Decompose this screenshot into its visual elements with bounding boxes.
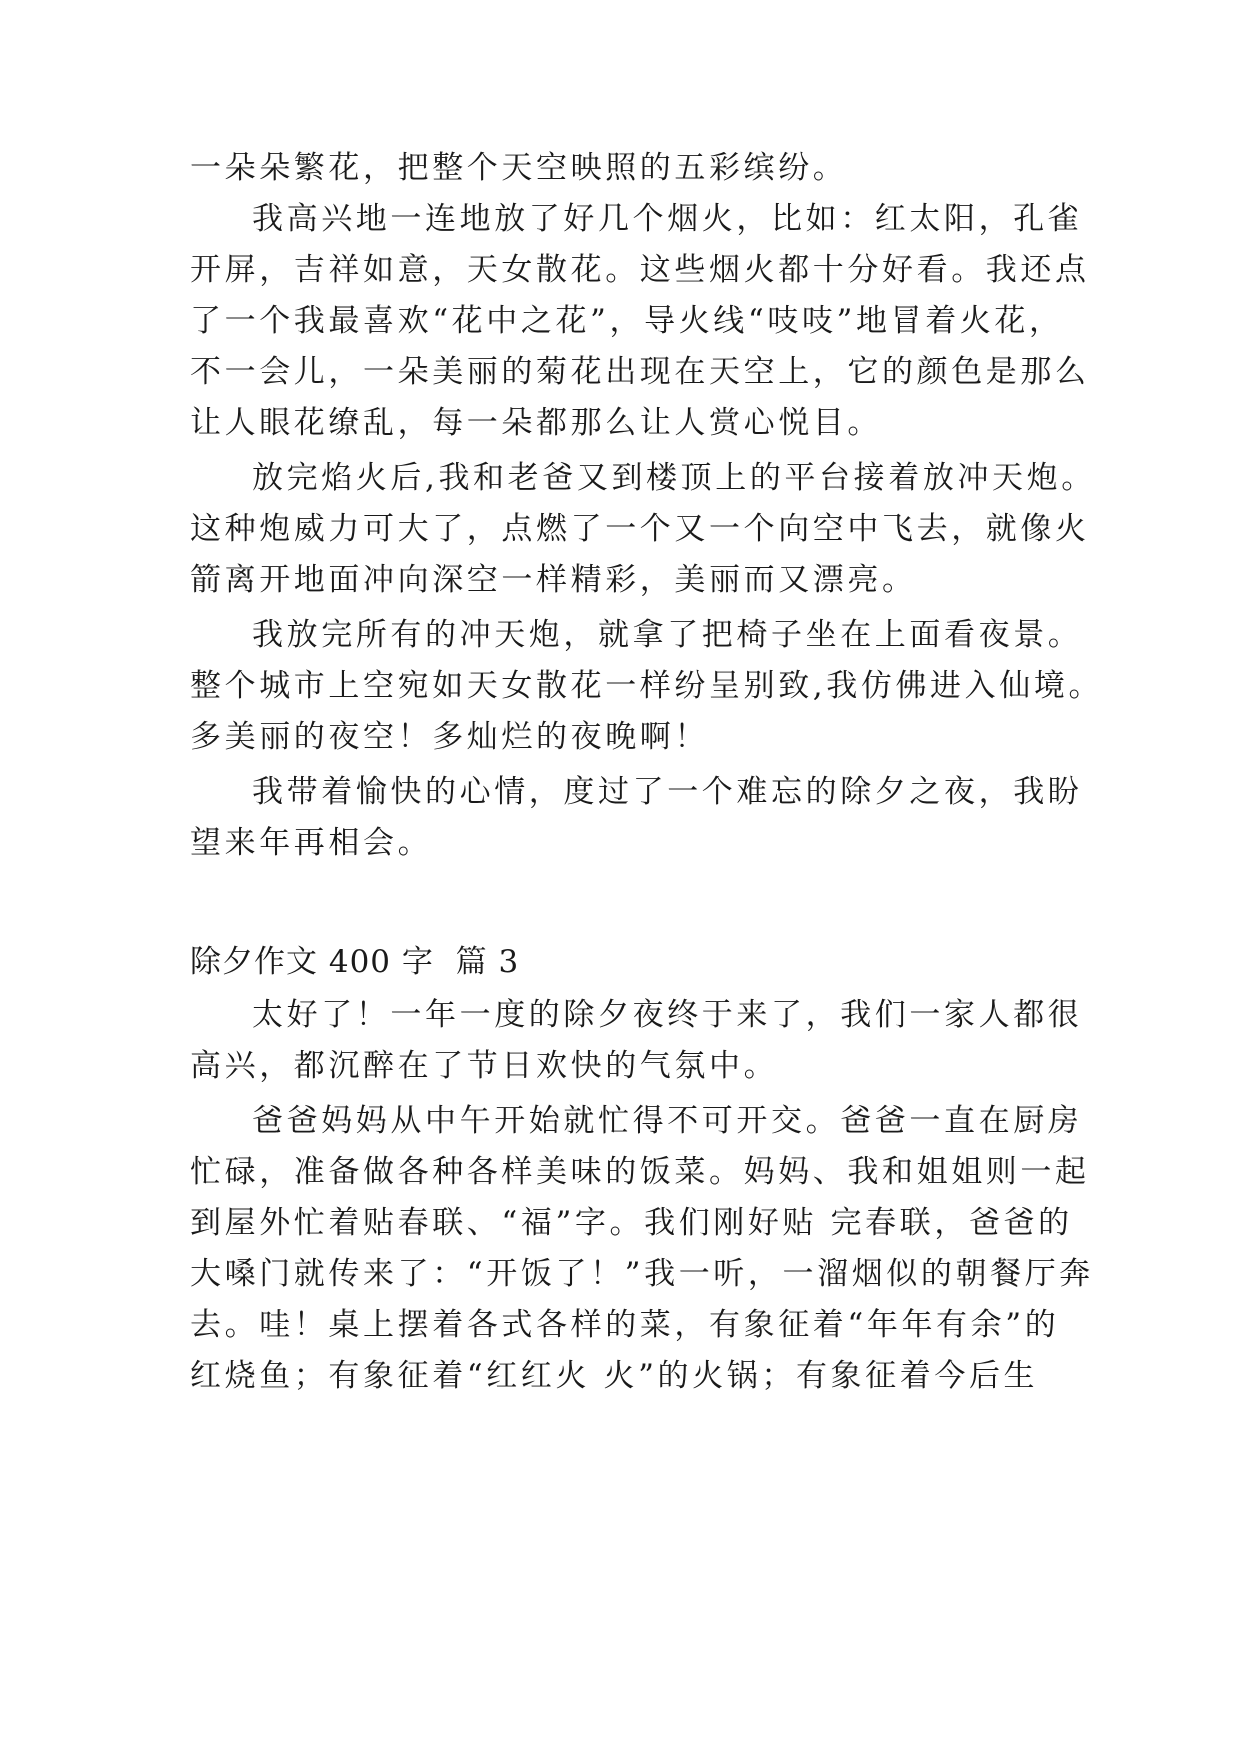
text-line: 箭离开地面冲向深空一样精彩，美丽而又漂亮。 xyxy=(190,562,917,598)
paragraph-first-line: 我高兴地一连地放了好几个烟火，比如：红太阳，孔雀 xyxy=(252,201,1083,237)
text-line: 大嗓门就传来了：“开饭了！”我一听，一溜烟似的朝餐厅奔 xyxy=(190,1256,1094,1292)
text-line: 不一会儿，一朵美丽的菊花出现在天空上，它的颜色是那么 xyxy=(190,354,1090,390)
text-line: 去。哇！桌上摆着各式各样的菜，有象征着“年年有余”的 xyxy=(190,1307,1060,1343)
text-line: 忙碌，准备做各种各样美味的饭菜。妈妈、我和姐姐则一起 xyxy=(190,1154,1090,1190)
text-line: 整个城市上空宛如天女散花一样纷呈别致,我仿佛进入仙境。 xyxy=(190,668,1104,704)
text-line: 了一个我最喜欢“花中之花”，导火线“吱吱”地冒着火花， xyxy=(190,303,1064,339)
text-line: 让人眼花缭乱，每一朵都那么让人赏心悦目。 xyxy=(190,405,882,441)
text-line: 到屋外忙着贴春联、“福”字。我们刚好贴 完春联，爸爸的 xyxy=(190,1205,1073,1241)
text-line: 一朵朵繁花，把整个天空映照的五彩缤纷。 xyxy=(190,150,848,186)
paragraph-first-line: 太好了！一年一度的除夕夜终于来了，我们一家人都很 xyxy=(252,997,1083,1033)
section-heading: 除夕作文 400 字 篇 3 xyxy=(190,944,520,980)
paragraph-first-line: 我带着愉快的心情，度过了一个难忘的除夕之夜，我盼 xyxy=(252,774,1083,810)
paragraph-first-line: 放完焰火后,我和老爸又到楼顶上的平台接着放冲天炮。 xyxy=(252,460,1096,496)
text-line: 开屏，吉祥如意，天女散花。这些烟火都十分好看。我还点 xyxy=(190,252,1090,288)
text-line: 红烧鱼；有象征着“红红火 火”的火锅；有象征着今后生 xyxy=(190,1358,1039,1394)
paragraph-first-line: 我放完所有的冲天炮，就拿了把椅子坐在上面看夜景。 xyxy=(252,617,1083,653)
text-line: 望来年再相会。 xyxy=(190,825,433,861)
paragraph-first-line: 爸爸妈妈从中午开始就忙得不可开交。爸爸一直在厨房 xyxy=(252,1103,1083,1139)
text-line: 这种炮威力可大了，点燃了一个又一个向空中飞去，就像火 xyxy=(190,511,1090,547)
text-line: 多美丽的夜空！多灿烂的夜晚啊！ xyxy=(190,719,709,755)
text-line: 高兴，都沉醉在了节日欢快的气氛中。 xyxy=(190,1048,779,1084)
